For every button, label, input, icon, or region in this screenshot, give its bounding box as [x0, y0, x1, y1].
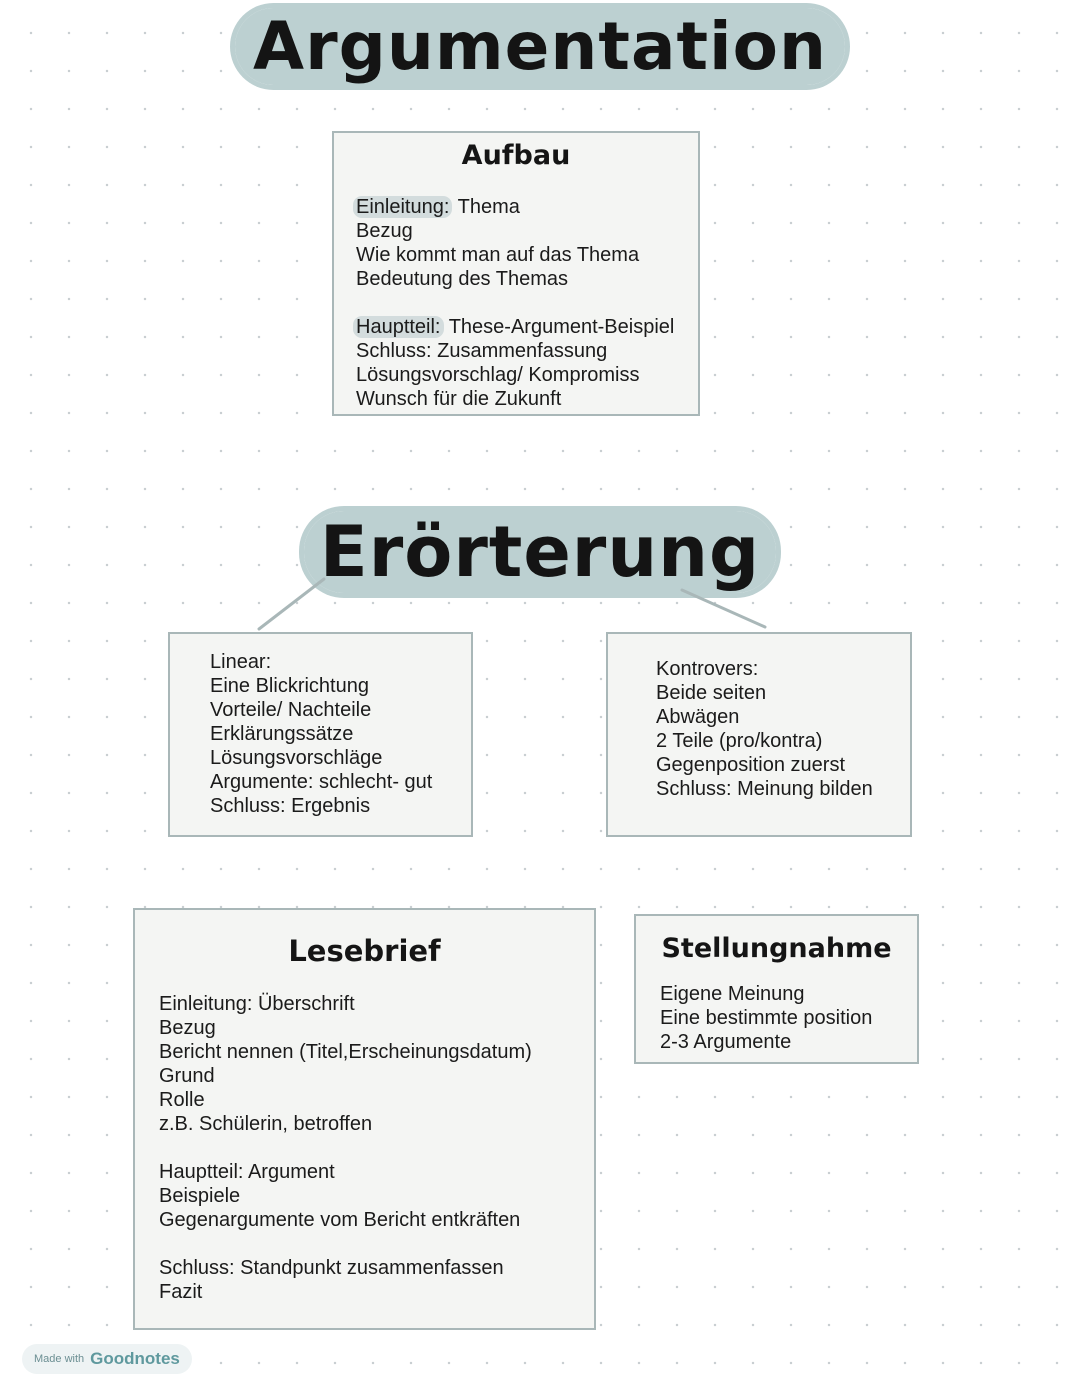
lesebrief-line: Fazit	[159, 1281, 203, 1303]
aufbau-line: Bedeutung des Themas	[356, 268, 569, 290]
lesebrief-line: z.B. Schülerin, betroffen	[159, 1113, 373, 1135]
title-highlight: Argumentation	[235, 8, 845, 85]
hauptteil-text: These-Argument-Beispiel	[443, 316, 675, 338]
aufbau-line: Schluss: Zusammenfassung	[356, 340, 608, 362]
einleitung-text: Thema	[452, 196, 520, 218]
kontrovers-line: Abwägen	[656, 706, 740, 728]
made-with-badge[interactable]	[22, 1344, 192, 1374]
linear-line: Schluss: Ergebnis	[210, 795, 371, 817]
linear-line: Lösungsvorschläge	[210, 747, 383, 769]
kontrovers-line: Beide seiten	[656, 682, 767, 704]
einleitung-label: Einleitung:	[353, 196, 452, 218]
aufbau-line: Lösungsvorschlag/ Kompromiss	[356, 364, 640, 386]
linear-line: Linear:	[210, 651, 272, 673]
kontrovers-line: Kontrovers:	[656, 658, 759, 680]
lesebrief-line: Bezug	[159, 1017, 216, 1039]
kontrovers-line: 2 Teile (pro/kontra)	[656, 730, 823, 752]
linear-box	[168, 632, 473, 837]
aufbau-title: Aufbau	[461, 140, 571, 171]
kontrovers-line: Gegenposition zuerst	[656, 754, 846, 776]
aufbau-line: Wunsch für die Zukunft	[356, 388, 562, 410]
linear-line: Argumente: schlecht- gut	[210, 771, 433, 793]
stellungnahme-title: Stellungnahme	[661, 933, 892, 964]
stellungnahme-box	[634, 914, 919, 1064]
lesebrief-line: Bericht nennen (Titel,Erscheinungsdatum)	[159, 1041, 532, 1063]
lesebrief-line: Einleitung: Überschrift	[159, 993, 355, 1015]
lesebrief-title: Lesebrief	[288, 934, 441, 968]
lesebrief-line: Beispiele	[159, 1185, 241, 1207]
lesebrief-line: Rolle	[159, 1089, 205, 1111]
stellungnahme-line: Eigene Meinung	[660, 983, 805, 1005]
lesebrief-box	[133, 908, 596, 1330]
hauptteil-label: Hauptteil:	[353, 316, 444, 338]
connector-left	[259, 579, 324, 629]
kontrovers-line: Schluss: Meinung bilden	[656, 778, 873, 800]
title-highlight: Erörterung	[304, 511, 776, 593]
linear-line: Erklärungssätze	[210, 723, 354, 745]
connector-right	[682, 590, 765, 627]
goodnotes-logo: Goodnotes	[90, 1349, 180, 1368]
stellungnahme-line: 2-3 Argumente	[660, 1031, 792, 1053]
made-with-label: Made with	[34, 1353, 85, 1365]
lesebrief-line: Gegenargumente vom Bericht entkräften	[159, 1209, 521, 1231]
kontrovers-box	[606, 632, 912, 837]
aufbau-line: Bezug	[356, 220, 413, 242]
aufbau-line: Wie kommt man auf das Thema	[356, 244, 640, 266]
stellungnahme-line: Eine bestimmte position	[660, 1007, 873, 1029]
linear-line: Vorteile/ Nachteile	[210, 699, 372, 721]
lesebrief-line: Grund	[159, 1065, 215, 1087]
lesebrief-line: Schluss: Standpunkt zusammenfassen	[159, 1257, 504, 1279]
lesebrief-line: Hauptteil: Argument	[159, 1161, 335, 1183]
linear-line: Eine Blickrichtung	[210, 675, 369, 697]
